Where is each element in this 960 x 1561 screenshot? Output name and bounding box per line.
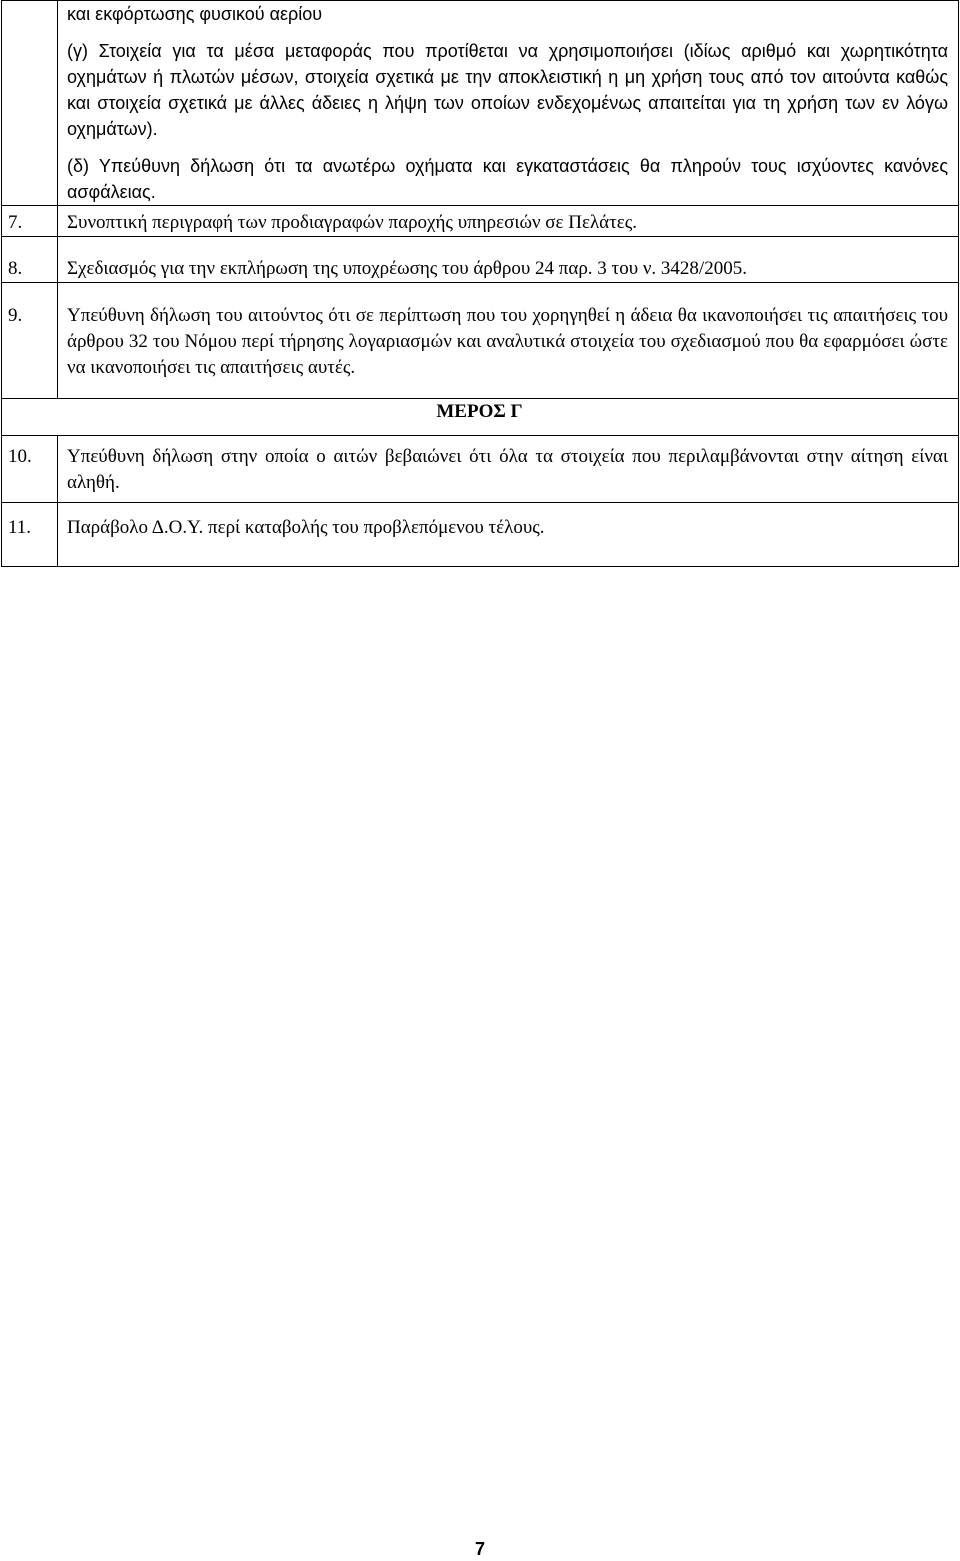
page-number: 7	[474, 1539, 485, 1559]
item-number: 8.	[2, 237, 58, 283]
table-row	[2, 436, 959, 503]
item-number: 9.	[2, 283, 58, 399]
text-cell	[58, 1, 959, 206]
table-row	[2, 283, 959, 399]
part-heading-cell	[2, 399, 959, 436]
continuation-line: και εκφόρτωσης φυσικού αερίου	[67, 4, 323, 24]
table-row	[2, 1, 959, 206]
item-text: Παράβολο Δ.Ο.Υ. περί καταβολής του προβλεπόμενου τέλους.	[58, 503, 959, 567]
item-text: Υπεύθυνη δήλωση του αιτούντος ότι σε περίπτωση που του χορηγηθεί η άδεια θα ικανοποιήσει τις απαιτήσεις του άρθρου 32 του Νόμου περί τήρησης λογαριασμών και αναλυτικά στοιχεία του σχεδιασμού που θα εφαρμόσει ώστε να ικανοποιήσει τις απαιτήσεις αυτές.	[58, 283, 959, 399]
table-row	[2, 206, 959, 237]
table-row	[2, 399, 959, 436]
paragraph-delta: (δ) Υπεύθυνη δήλωση ότι τα ανωτέρω οχήματα και εγκαταστάσεις θα πληρούν τους ισχύοντες κανόνες ασφάλειας.	[67, 156, 948, 202]
part-heading: ΜΕΡΟΣ Γ	[436, 401, 523, 422]
paragraph-gamma: (γ) Στοιχεία για τα μέσα μεταφοράς που προτίθεται να χρησιμοποιήσει (ιδίως αριθμό και χωρητικότητα οχημάτων ή πλωτών μέσων, στοιχεία σχετικά με την αποκλειστική η μη χρήση τους από τον αιτούντα καθώς και στοιχεία σχετικά με άλλες άδειες η λήψη των οποίων ενδεχομένως απαιτείται για τη χρήση των εν λόγω οχημάτων).	[67, 41, 948, 139]
item-number: 10.	[2, 436, 58, 503]
table-row	[2, 503, 959, 567]
item-text: Συνοπτική περιγραφή των προδιαγραφών παροχής υπηρεσιών σε Πελάτες.	[58, 206, 959, 237]
item-text: Σχεδιασμός για την εκπλήρωση της υποχρέωσης του άρθρου 24 παρ. 3 του ν. 3428/2005.	[58, 237, 959, 283]
item-text: Υπεύθυνη δήλωση στην οποία ο αιτών βεβαιώνει ότι όλα τα στοιχεία που περιλαμβάνονται στην αίτηση είναι αληθή.	[58, 436, 959, 503]
document-table	[1, 0, 959, 567]
table-row	[2, 237, 959, 283]
item-number: 11.	[2, 503, 58, 567]
item-number: 7.	[2, 206, 58, 237]
number-cell	[2, 1, 58, 206]
